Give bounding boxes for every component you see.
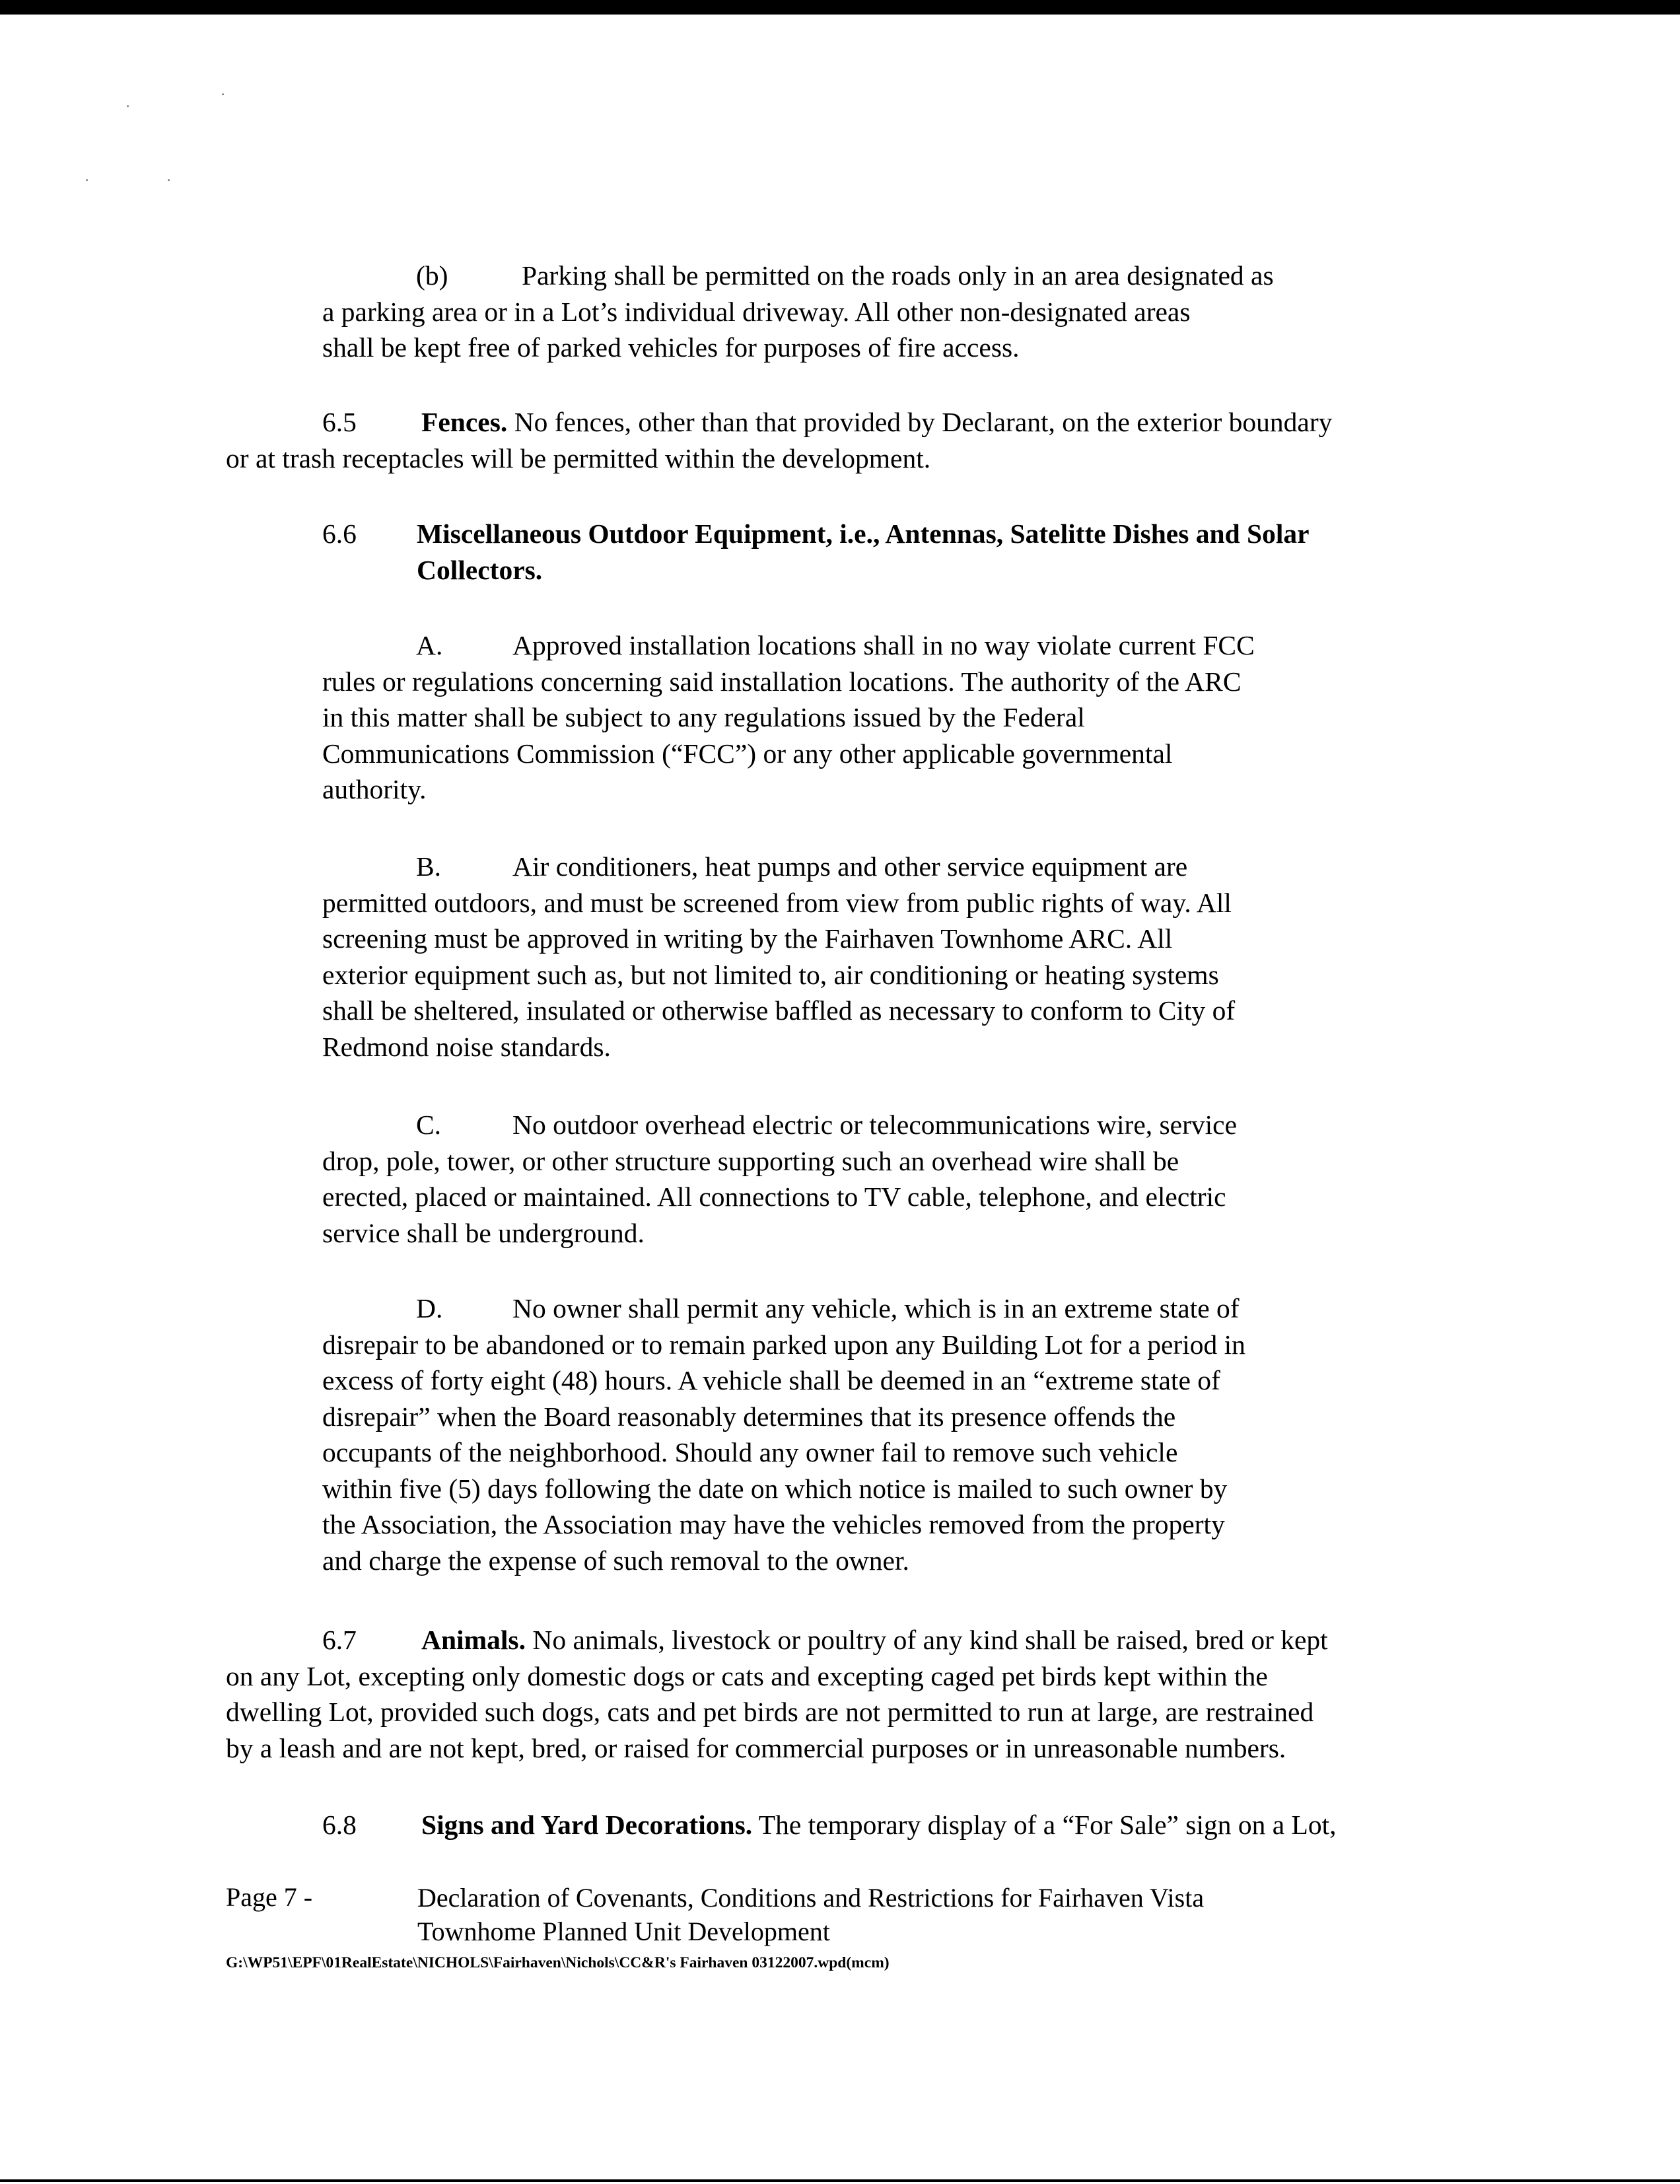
section-6-8 <box>226 1807 1337 1843</box>
section-heading: Signs and Yard Decorations. <box>421 1810 753 1840</box>
text-line: a parking area or in a Lot’s individual driveway. All other non-designated areas <box>322 296 1191 327</box>
section-number: 6.7 <box>322 1625 357 1655</box>
section-heading: Animals. <box>421 1625 526 1655</box>
text-line: dwelling Lot, provided such dogs, cats and pet birds are not permitted to run at large, are restrained <box>226 1697 1314 1727</box>
text-line: The temporary display of a “For Sale” sign on a Lot, <box>758 1810 1337 1840</box>
paragraph-b <box>322 258 1274 366</box>
section-6-7 <box>226 1622 1328 1766</box>
section-heading: Fences. <box>421 407 508 437</box>
text-line: disrepair to be abandoned or to remain parked upon any Building Lot for a period in <box>322 1329 1245 1360</box>
item-label: C. <box>416 1110 442 1140</box>
section-6-6 <box>322 516 1310 588</box>
text-line: in this matter shall be subject to any regulations issued by the Federal <box>322 702 1085 732</box>
text-line: No fences, other than that provided by Declarant, on the exterior boundary <box>514 407 1333 437</box>
text-line: permitted outdoors, and must be screened from view from public rights of way. All <box>322 887 1232 918</box>
item-a <box>322 627 1255 808</box>
text-line: screening must be approved in writing by the Fairhaven Townhome ARC. All <box>322 923 1173 954</box>
footer-title-line: Townhome Planned Unit Development <box>417 1917 830 1946</box>
scan-top-border <box>0 0 1680 15</box>
text-line: within five (5) days following the date on which notice is mailed to such owner by <box>322 1473 1228 1504</box>
footer-page-label: Page 7 - <box>226 1882 313 1912</box>
text-line: excess of forty eight (48) hours. A vehicle shall be deemed in an “extreme state of <box>322 1365 1220 1395</box>
section-6-5 <box>226 404 1332 476</box>
item-c <box>322 1107 1237 1251</box>
scan-speck: · <box>125 98 131 114</box>
item-label: B. <box>416 851 442 882</box>
text-line: Redmond noise standards. <box>322 1031 611 1062</box>
text-line: No animals, livestock or poultry of any kind shall be raised, bred or kept <box>532 1625 1328 1655</box>
text-line: or at trash receptacles will be permitted within the development. <box>226 442 931 474</box>
section-number: 6.8 <box>322 1810 357 1840</box>
footer-file-path: G:\WP51\EPF\01RealEstate\NICHOLS\Fairhaven\Nichols\CC&R's Fairhaven 03122007.wpd(mcm) <box>226 1954 890 1971</box>
text-line: Air conditioners, heat pumps and other service equipment are <box>512 851 1188 882</box>
text-line: No outdoor overhead electric or telecommunications wire, service <box>512 1110 1238 1140</box>
text-line: erected, placed or maintained. All connections to TV cable, telephone, and electric <box>322 1181 1226 1212</box>
section-heading-cont: Collectors. <box>417 554 543 585</box>
section-number: 6.5 <box>322 407 357 437</box>
text-line: Parking shall be permitted on the roads only in an area designated as <box>522 260 1274 291</box>
text-line: rules or regulations concerning said installation locations. The authority of the ARC <box>322 666 1242 697</box>
footer-title-line: Declaration of Covenants, Conditions and Restrictions for Fairhaven Vista <box>417 1883 1205 1913</box>
text-line: by a leash and are not kept, bred, or raised for commercial purposes or in unreasonable numbers. <box>226 1732 1286 1763</box>
item-d <box>322 1290 1245 1578</box>
text-line: shall be kept free of parked vehicles for purposes of fire access. <box>322 332 1020 363</box>
footer-title <box>417 1881 1204 1948</box>
item-label: A. <box>416 630 443 660</box>
scan-speck: · <box>221 86 226 102</box>
text-line: and charge the expense of such removal to the owner. <box>322 1545 909 1576</box>
text-line: No owner shall permit any vehicle, which is in an extreme state of <box>512 1293 1240 1323</box>
item-b <box>322 849 1235 1065</box>
section-heading: Miscellaneous Outdoor Equipment, i.e., Antennas, Satelitte Dishes and Solar <box>417 518 1310 549</box>
text-line: occupants of the neighborhood. Should any owner fail to remove such vehicle <box>322 1437 1178 1467</box>
section-number: 6.6 <box>322 518 357 549</box>
text-line: the Association, the Association may have the vehicles removed from the property <box>322 1509 1225 1539</box>
item-label: D. <box>416 1293 443 1323</box>
text-line: Approved installation locations shall in no way violate current FCC <box>512 630 1255 660</box>
text-line: disrepair” when the Board reasonably determines that its presence offends the <box>322 1401 1176 1432</box>
text-line: Communications Commission (“FCC”) or any other applicable governmental <box>322 738 1173 769</box>
text-line: authority. <box>322 774 427 804</box>
scan-speck: · <box>85 172 90 188</box>
text-line: service shall be underground. <box>322 1217 645 1248</box>
text-line: on any Lot, excepting only domestic dogs or cats and excepting caged pet birds kept within the <box>226 1660 1268 1691</box>
text-line: drop, pole, tower, or other structure supporting such an overhead wire shall be <box>322 1145 1179 1176</box>
scan-speck: · <box>166 172 172 188</box>
text-line: exterior equipment such as, but not limited to, air conditioning or heating systems <box>322 959 1219 990</box>
scan-bottom-border <box>0 2179 1680 2182</box>
paragraph-b-label: (b) <box>416 260 448 291</box>
text-line: shall be sheltered, insulated or otherwise baffled as necessary to conform to City of <box>322 995 1236 1026</box>
